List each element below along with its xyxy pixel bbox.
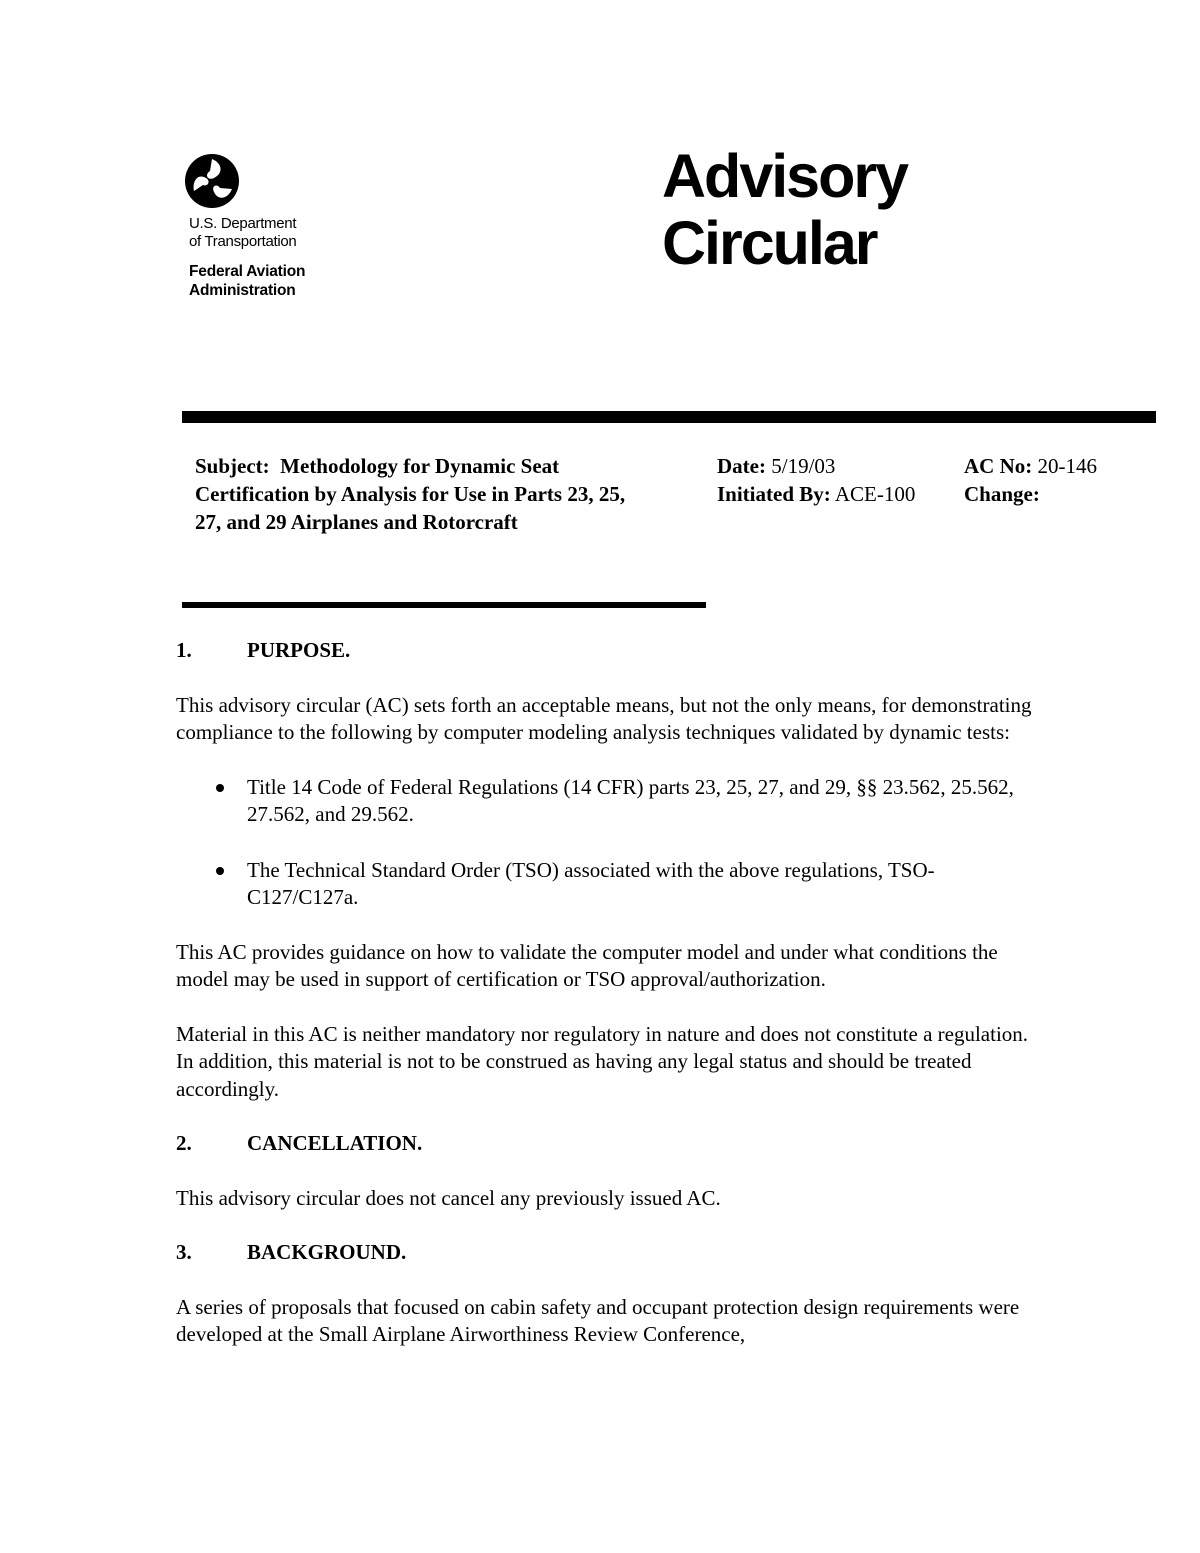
change-label: Change: bbox=[964, 482, 1040, 506]
subject-line-2: Certification by Analysis for Use in Parts 23, 25, bbox=[195, 482, 626, 506]
date-initiated-block bbox=[717, 452, 915, 508]
date-label: Date: bbox=[717, 454, 766, 478]
section-number: 1. bbox=[176, 638, 192, 662]
document-title bbox=[662, 143, 907, 277]
dot-tri-swirl-logo-icon bbox=[184, 153, 240, 209]
dept-line-2: of Transportation bbox=[189, 233, 297, 250]
section-heading-purpose bbox=[176, 637, 1036, 665]
section-number: 2. bbox=[176, 1131, 192, 1155]
dept-line-1: U.S. Department bbox=[189, 215, 297, 232]
list-item bbox=[176, 774, 1036, 829]
list-item bbox=[176, 857, 1036, 912]
header-rule bbox=[182, 411, 1156, 423]
acno-value: 20-146 bbox=[1037, 454, 1097, 478]
bullet-dot-icon bbox=[216, 867, 224, 875]
section-title: PURPOSE. bbox=[247, 638, 351, 662]
initiated-value: ACE-100 bbox=[834, 482, 916, 506]
bullet-dot-icon bbox=[216, 784, 224, 792]
purpose-intro: This advisory circular (AC) sets forth an acceptable means, but not the only means, for demonstrating compliance to the following by computer modeling analysis techniques validated by dynamic tests: bbox=[176, 692, 1032, 744]
section-number: 3. bbox=[176, 1240, 192, 1264]
background-text: A series of proposals that focused on cabin safety and occupant protection design requirements were developed at the Small Airplane Airworthiness Review Conference, bbox=[176, 1294, 1020, 1346]
purpose-paragraph-3: Material in this AC is neither mandatory nor regulatory in nature and does not constitute a regulation. In addition, this material is not to be construed as having any legal status and should be treated accordingly. bbox=[176, 1021, 1029, 1101]
subject-rule bbox=[182, 602, 706, 608]
section-title: BACKGROUND. bbox=[247, 1240, 407, 1264]
acno-change-block bbox=[964, 452, 1097, 508]
subject-line-3: 27, and 29 Airplanes and Rotorcraft bbox=[195, 510, 518, 534]
bullet-text: Title 14 Code of Federal Regulations (14 CFR) parts 23, 25, 27, and 29, §§ 23.562, 25.562, 27.562, and 29.562. bbox=[247, 774, 1014, 826]
section-title: CANCELLATION. bbox=[247, 1131, 423, 1155]
section-heading-cancellation bbox=[176, 1130, 1036, 1158]
purpose-paragraph-2: This AC provides guidance on how to validate the computer model and under what conditions the model may be used in support of certification or TSO approval/authorization. bbox=[176, 939, 998, 991]
agency-block bbox=[189, 215, 305, 300]
section-heading-background bbox=[176, 1239, 1036, 1267]
subject-label: Subject: bbox=[195, 454, 270, 478]
cancellation-text: This advisory circular does not cancel any previously issued AC. bbox=[176, 1185, 721, 1210]
title-line-2: Circular bbox=[662, 209, 877, 277]
acno-label: AC No: bbox=[964, 454, 1033, 478]
purpose-bullet-list bbox=[176, 774, 1036, 912]
initiated-label: Initiated By: bbox=[717, 482, 831, 506]
bullet-text: The Technical Standard Order (TSO) associated with the above regulations, TSO-C127/C127a. bbox=[247, 857, 935, 909]
faa-line-2: Administration bbox=[189, 282, 296, 299]
faa-line-1: Federal Aviation bbox=[189, 263, 306, 280]
subject-block bbox=[195, 452, 695, 536]
title-line-1: Advisory bbox=[662, 142, 908, 210]
subject-line-1: Methodology for Dynamic Seat bbox=[280, 454, 560, 478]
date-value: 5/19/03 bbox=[771, 454, 836, 478]
document-body bbox=[176, 637, 1036, 1376]
